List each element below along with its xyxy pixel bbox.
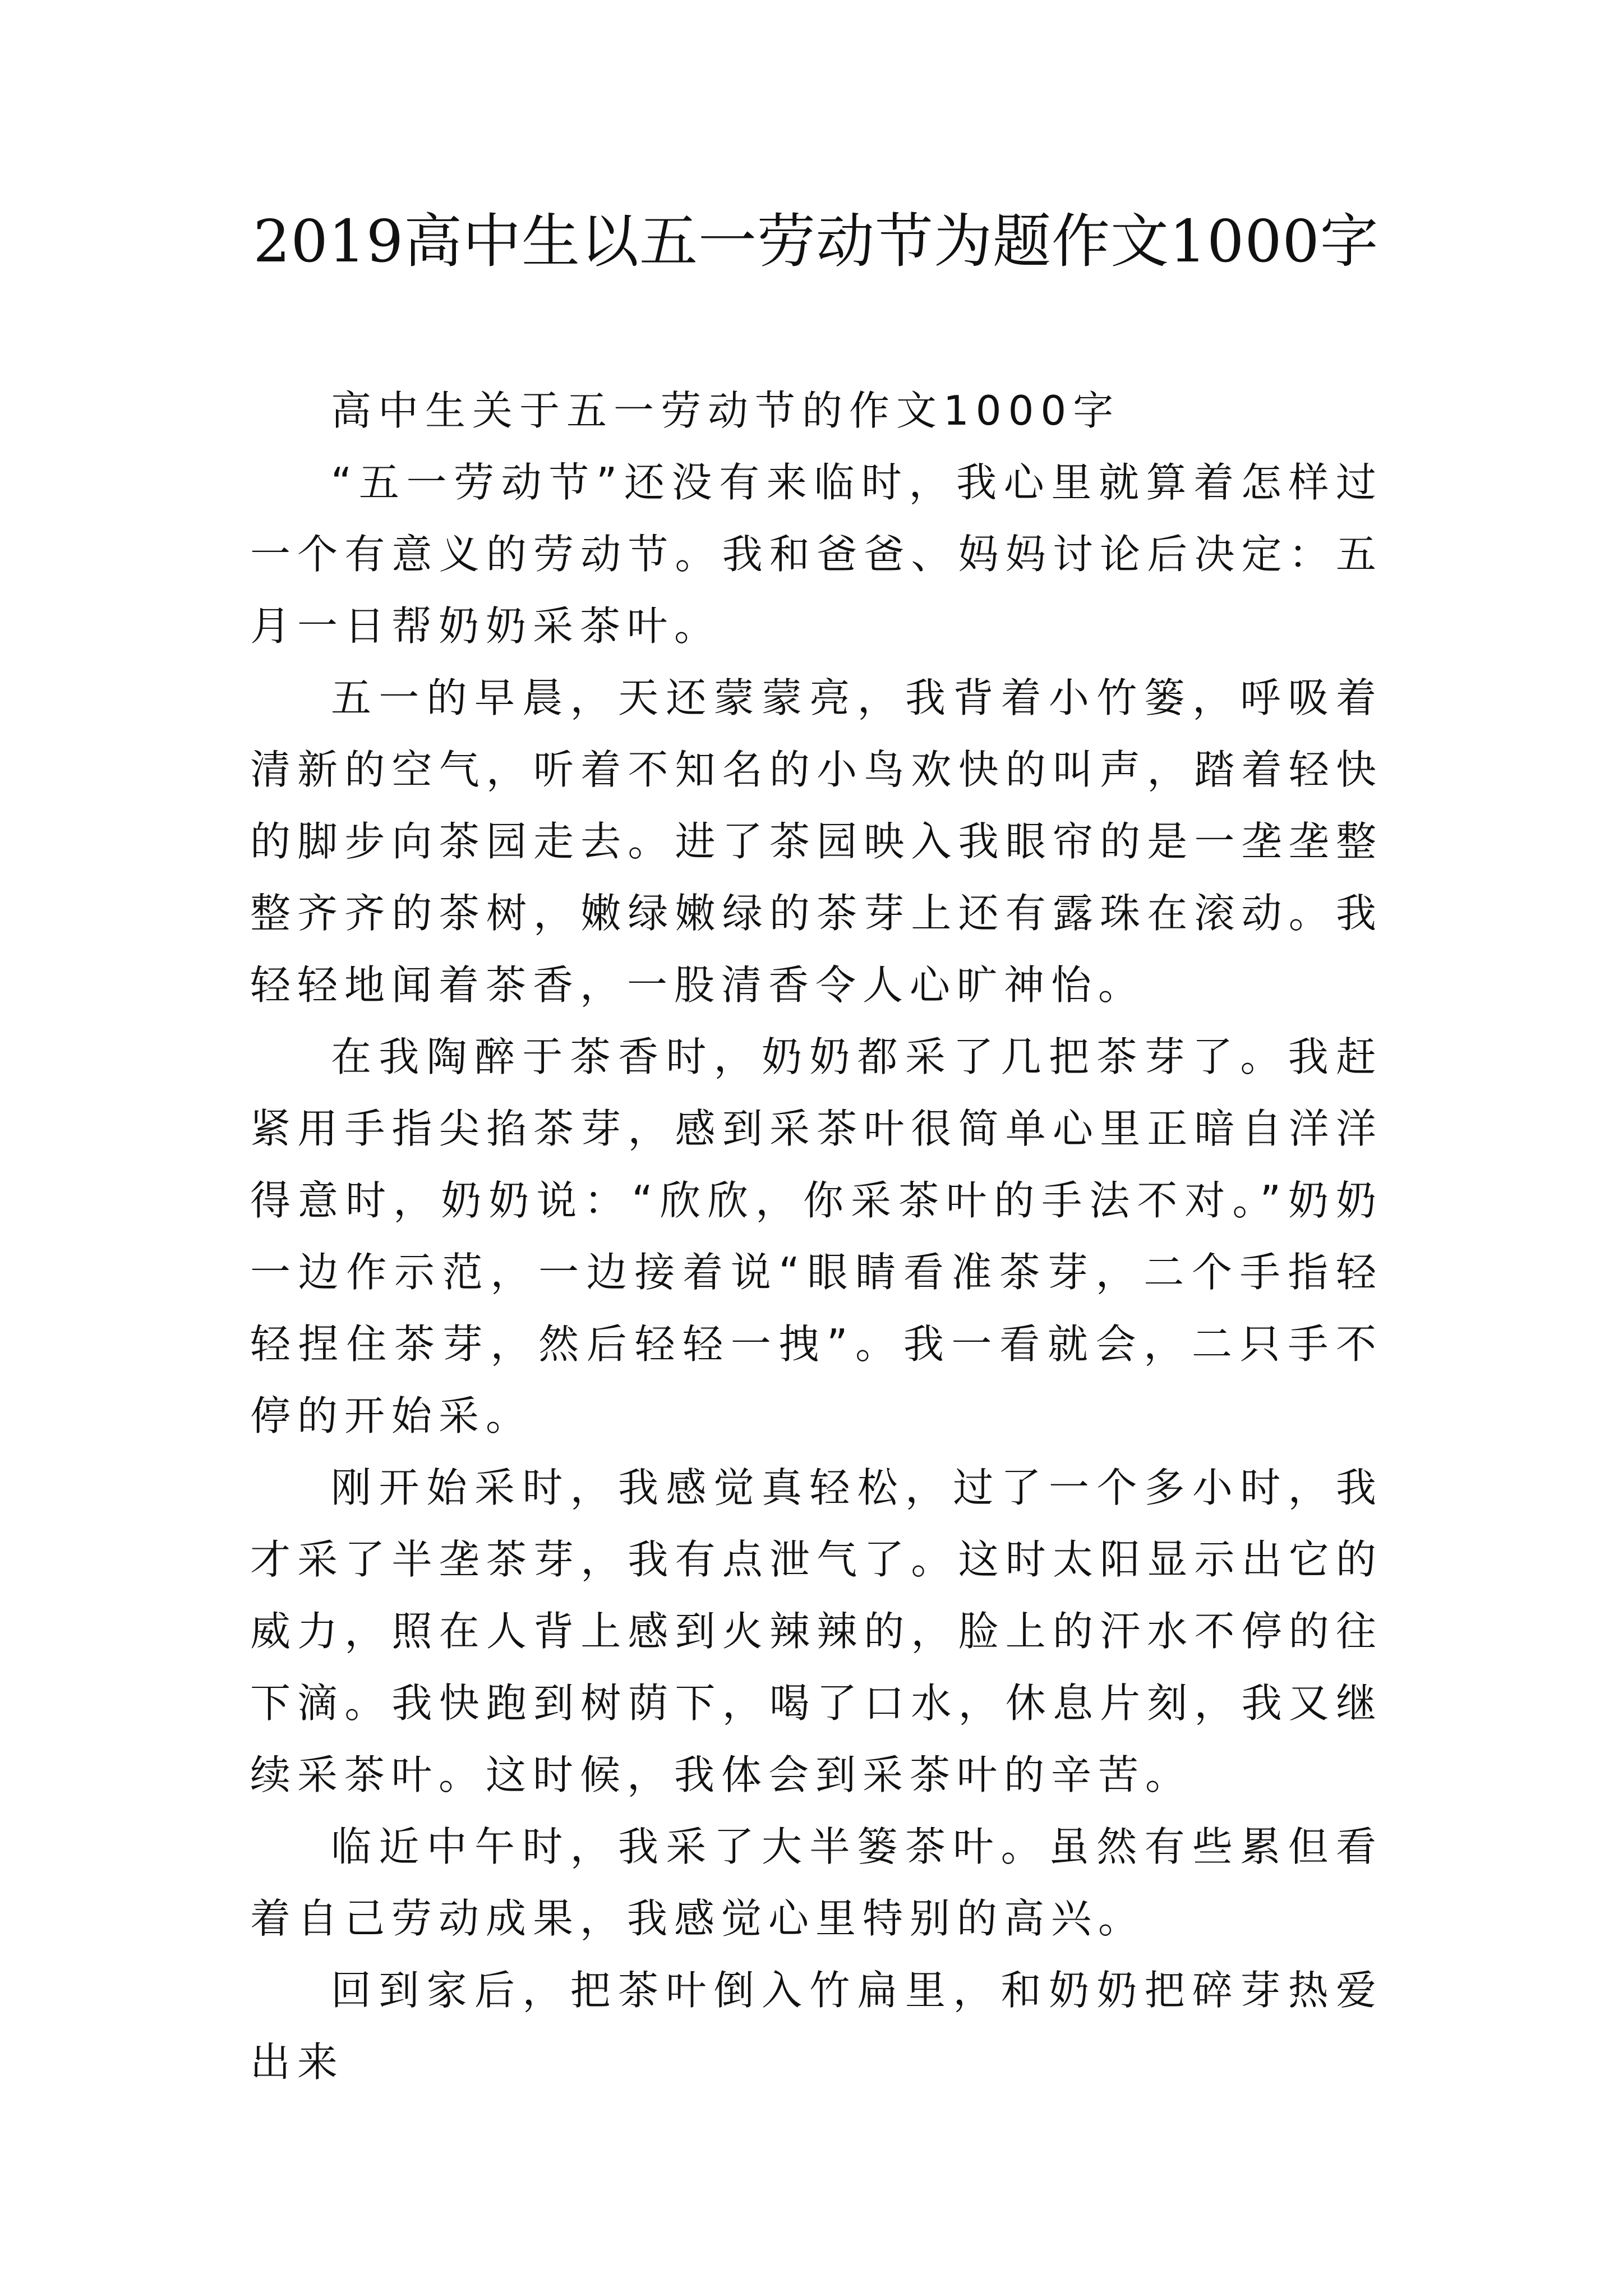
body-paragraph: 临近中午时，我采了大半篓茶叶。虽然有些累但看着自己劳动成果，我感觉心里特别的高兴。	[250, 1823, 1383, 1942]
body-paragraph: “五一劳动节”还没有来临时，我心里就算着怎样过一个有意义的劳动节。我和爸爸、妈妈讨论后决定：五月一日帮奶奶采茶叶。	[250, 459, 1383, 650]
subtitle-paragraph: 高中生关于五一劳动节的作文1000字	[331, 387, 1121, 434]
document-body	[250, 375, 1383, 2098]
document-title: 2019高中生以五一劳动节为题作文1000字	[253, 207, 1379, 275]
body-paragraph: 五一的早晨，天还蒙蒙亮，我背着小竹篓，呼吸着清新的空气，听着不知名的小鸟欢快的叫声，踏着轻快的脚步向茶园走去。进了茶园映入我眼帘的是一垄垄整整齐齐的茶树，嫩绿嫩绿的茶芽上还有露珠在滚动。我轻轻地闻着茶香，一股清香令人心旷神怡。	[250, 674, 1383, 1009]
body-paragraph: 刚开始采时，我感觉真轻松，过了一个多小时，我才采了半垄茶芽，我有点泄气了。这时太阳显示出它的威力，照在人背上感到火辣辣的，脸上的汗水不停的往下滴。我快跑到树荫下，喝了口水，休息片刻，我又继续采茶叶。这时候，我体会到采茶叶的辛苦。	[250, 1464, 1383, 1798]
body-paragraph: 在我陶醉于茶香时，奶奶都采了几把茶芽了。我赶紧用手指尖掐茶芽，感到采茶叶很简单心里正暗自洋洋得意时，奶奶说：“欣欣，你采茶叶的手法不对。”奶奶一边作示范，一边接着说“眼睛看准茶芽，二个手指轻轻捏住茶芽，然后轻轻一拽”。我一看就会，二只手不停的开始采。	[250, 1033, 1383, 1439]
body-paragraph: 回到家后，把茶叶倒入竹扁里，和奶奶把碎芽热爱出来	[250, 1967, 1383, 2086]
